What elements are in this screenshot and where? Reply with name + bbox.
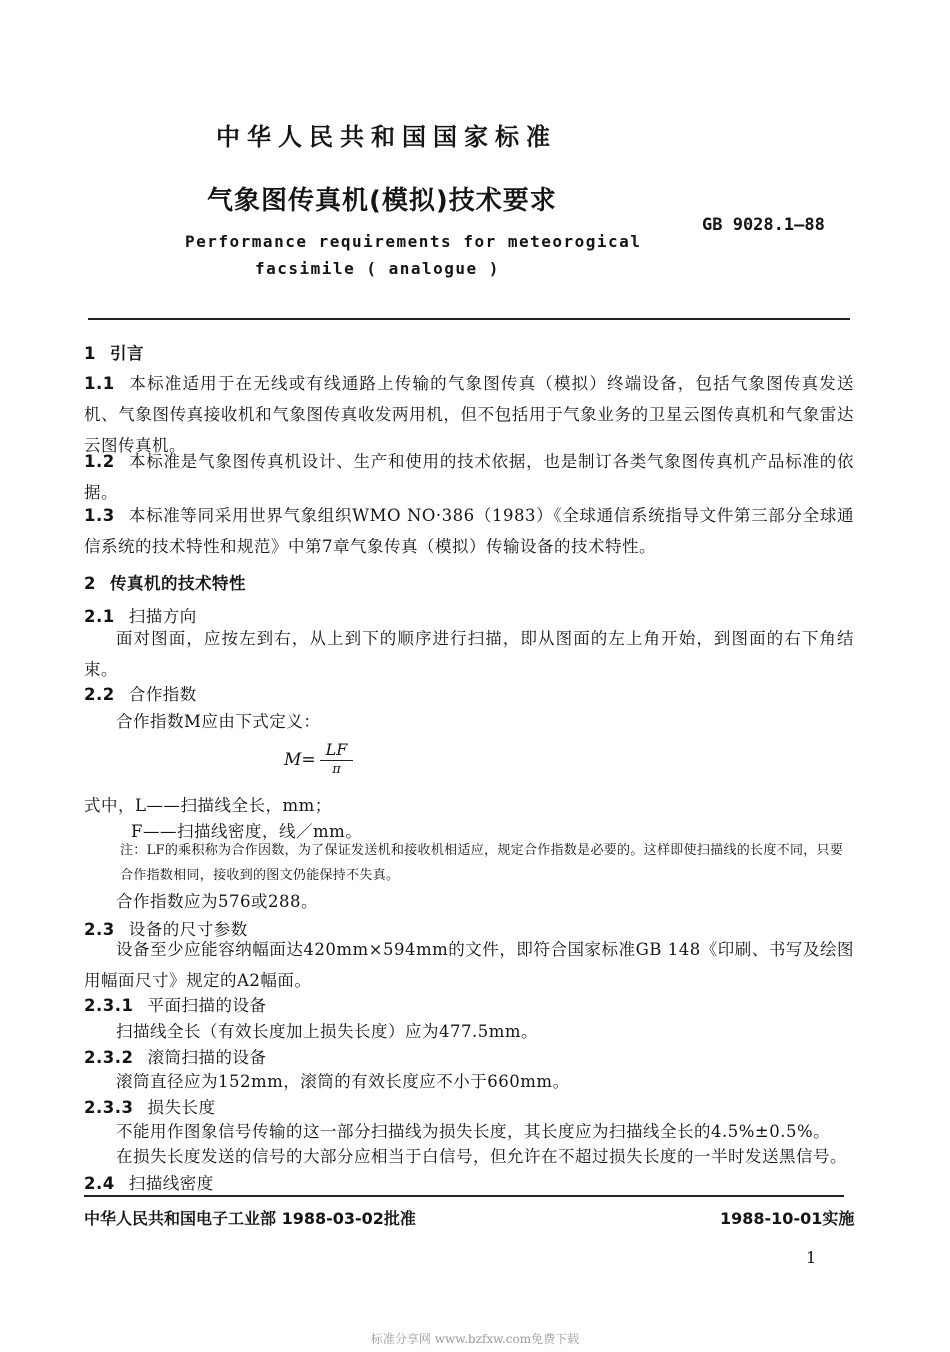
section-title: 引言: [109, 344, 144, 363]
clause-title: 平面扫描的设备: [147, 996, 267, 1015]
clause-number: 1.3: [84, 506, 115, 525]
clause-number: 1.1: [84, 374, 115, 393]
national-standard-header: 中华人民共和国国家标准: [216, 123, 557, 151]
clause-2-4-heading: [84, 1170, 214, 1194]
cooperation-index-formula: [284, 740, 353, 779]
formula-denominator: π: [332, 762, 341, 777]
clause-2-2-value: 合作指数应为576或288。: [116, 892, 318, 911]
clause-1-3: [84, 500, 854, 562]
footer-divider: [84, 1195, 844, 1197]
clause-text: 本标准适用于在无线或有线通路上传输的气象图传真（模拟）终端设备，包括气象图传真发送机、气象图传真接收机和气象图传真收发两用机，但不包括用于气象业务的卫星云图传真机和气象雷达云图传真机。: [84, 374, 854, 455]
clause-2-3-3-text-2: 在损失长度发送的信号的大部分应相当于白信号，但允许在不超过损失长度的一半时发送黑信号。: [116, 1147, 847, 1166]
formula-numerator: LF: [320, 740, 354, 761]
page-number: 1: [806, 1248, 817, 1267]
clause-title: 扫描线密度: [128, 1174, 214, 1193]
document-title-en-line2: facsimile ( analogue ): [255, 259, 500, 278]
clause-number: 2.2: [84, 685, 115, 704]
watermark: 标准分享网 www.bzfxw.com免费下载: [370, 1332, 580, 1346]
clause-title: 合作指数: [128, 685, 197, 704]
clause-number: 2.1: [84, 607, 115, 626]
clause-text: 本标准等同采用世界气象组织WMO NO·386（1983）《全球通信系统指导文件第三部分全球通信系统的技术特性和规范》中第7章气象传真（模拟）传输设备的技术特性。: [84, 506, 854, 556]
clause-2-3-text: 设备至少应能容纳幅面达420mm×594mm的文件，即符合国家标准GB 148《印刷、书写及绘图用幅面尺寸》规定的A2幅面。: [84, 940, 854, 990]
clause-2-1-text: 面对图面，应按左到右，从上到下的顺序进行扫描，即从图面的左上角开始，到图面的右下角结束。: [84, 629, 854, 679]
clause-title: 设备的尺寸参数: [128, 920, 248, 939]
clause-title: 损失长度: [147, 1098, 216, 1117]
clause-1-2: [84, 446, 854, 508]
clause-number: 2.3.1: [84, 996, 134, 1015]
approval-statement: 中华人民共和国电子工业部 1988-03-02批准: [84, 1209, 416, 1228]
clause-number: 2.4: [84, 1174, 115, 1193]
standard-number: GB 9028.1—88: [702, 215, 825, 235]
formula-where-l: 式中，L——扫描线全长，mm；: [84, 796, 332, 815]
clause-title: 扫描方向: [128, 607, 197, 626]
section-1-heading: [84, 340, 144, 364]
section-number: 2: [84, 574, 96, 593]
formula-lhs: M=: [284, 749, 316, 770]
section-2-heading: [84, 570, 246, 594]
clause-2-3-2-text: 滚筒直径应为152mm，滚筒的有效长度应不小于660mm。: [116, 1072, 570, 1091]
formula-where-f: F——扫描线密度，线／mm。: [131, 822, 363, 841]
clause-2-3-3-text-1: 不能用作图象信号传输的这一部分扫描线为损失长度，其长度应为扫描线全长的4.5%±0.5%。: [116, 1122, 831, 1141]
clause-2-2-note: 注：LF的乘积称为合作因数，为了保证发送机和接收机相适应，规定合作指数是必要的。这样即使扫描线的长度不同，只要合作指数相同，接收到的图文仍能保持不失真。: [120, 843, 844, 883]
clause-title: 滚筒扫描的设备: [147, 1048, 267, 1067]
section-number: 1: [84, 344, 96, 363]
clause-2-2-heading: [84, 681, 197, 705]
clause-number: 2.3: [84, 920, 115, 939]
clause-number: 2.3.3: [84, 1098, 134, 1117]
clause-2-3-1-heading: [84, 992, 266, 1016]
document-title-en-line1: Performance requirements for meteorogical: [185, 232, 642, 251]
document-title-cn: 气象图传真机(模拟)技术要求: [207, 186, 557, 216]
clause-2-3-1-text: 扫描线全长（有效长度加上损失长度）应为477.5mm。: [116, 1022, 539, 1041]
clause-2-3-3-heading: [84, 1094, 215, 1118]
clause-text: 本标准是气象图传真机设计、生产和使用的技术依据，也是制订各类气象图传真机产品标准的依据。: [84, 452, 854, 502]
clause-number: 2.3.2: [84, 1048, 134, 1067]
clause-2-3-2-heading: [84, 1044, 266, 1068]
clause-2-2-intro: 合作指数M应由下式定义：: [116, 712, 321, 731]
clause-number: 1.2: [84, 452, 115, 471]
formula-fraction: [320, 740, 354, 779]
effective-date: 1988-10-01实施: [720, 1209, 855, 1228]
header-divider: [88, 318, 850, 320]
section-title: 传真机的技术特性: [109, 574, 246, 593]
